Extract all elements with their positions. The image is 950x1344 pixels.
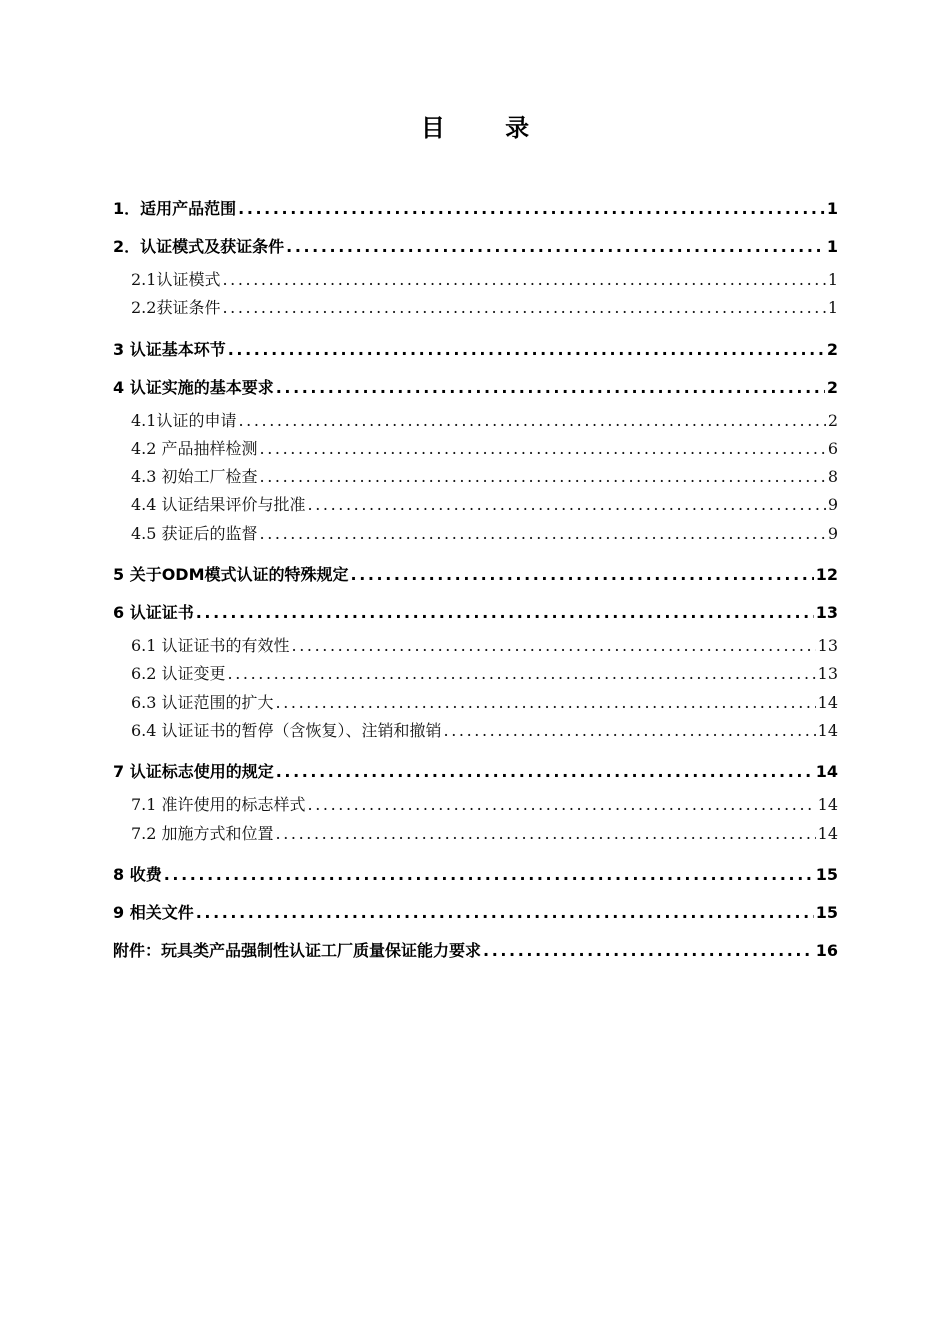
toc-entry-label: 6 认证证书	[113, 603, 194, 623]
toc-entry-page: 9	[827, 523, 838, 543]
toc-entry-page: 6	[827, 438, 838, 458]
toc-entry-label: 6.3 认证范围的扩大	[131, 692, 274, 712]
toc-leader-dots	[238, 407, 825, 435]
toc-subentry[interactable]	[113, 266, 838, 294]
toc-leader-dots	[196, 894, 814, 932]
toc-entry-label: 7.1 准许使用的标志样式	[131, 795, 306, 815]
toc-leader-dots	[260, 520, 826, 548]
toc-leader-dots	[276, 369, 825, 407]
toc-subentry[interactable]	[113, 407, 838, 435]
toc-leader-dots	[308, 491, 826, 519]
toc-entry-page: 1	[826, 199, 838, 218]
toc-entry-label: 4.2 产品抽样检测	[131, 438, 258, 458]
toc-entry[interactable]	[113, 331, 838, 369]
toc-subentry[interactable]	[113, 660, 838, 688]
toc-entry[interactable]	[113, 369, 838, 407]
toc-entry-label: 4.5 获证后的监督	[131, 523, 258, 543]
toc-entry[interactable]	[113, 753, 838, 791]
toc-entry-label: 6.2 认证变更	[131, 664, 226, 684]
toc-entry-page: 14	[815, 762, 838, 782]
toc-entry-page: 13	[817, 636, 838, 656]
toc-subentry[interactable]	[113, 689, 838, 717]
toc-leader-dots	[292, 632, 816, 660]
toc-entry-page: 14	[817, 795, 838, 815]
toc-entry-page: 1	[827, 298, 838, 318]
toc-entry-label: 4.3 初始工厂检查	[131, 467, 258, 487]
toc-entry-label: 1．适用产品范围	[113, 199, 237, 218]
toc-entry-label: 7.2 加施方式和位置	[131, 823, 274, 843]
toc-subentry[interactable]	[113, 294, 838, 322]
toc-leader-dots	[276, 753, 814, 791]
toc-entry-label: 9 相关文件	[113, 902, 194, 922]
toc-entry[interactable]	[113, 594, 838, 632]
toc-subentry[interactable]	[113, 520, 838, 548]
toc-subentry[interactable]	[113, 491, 838, 519]
toc-entry-label: 8 收费	[113, 864, 162, 884]
toc-leader-dots	[164, 856, 814, 894]
toc-entry[interactable]	[113, 856, 838, 894]
toc-entry-page: 14	[817, 720, 838, 740]
toc-leader-dots	[196, 594, 814, 632]
toc-leader-dots	[351, 556, 814, 594]
toc-entry-label: 7 认证标志使用的规定	[113, 762, 274, 782]
toc-leader-dots	[483, 932, 814, 970]
toc-entry-label: 3 认证基本环节	[113, 339, 226, 359]
toc-entry-label: 5 关于ODM模式认证的特殊规定	[113, 565, 349, 585]
toc-entry-page: 14	[817, 692, 838, 712]
toc-entry-page: 12	[815, 565, 838, 585]
toc-entry-page: 2	[826, 377, 838, 397]
toc-entry-page: 1	[827, 270, 838, 289]
toc-leader-dots	[276, 820, 816, 848]
toc-entry[interactable]	[113, 894, 838, 932]
toc-entry-page: 15	[815, 902, 838, 922]
toc-subentry[interactable]	[113, 632, 838, 660]
toc-entry-label: 2．认证模式及获证条件	[113, 237, 285, 256]
toc-entry-label: 2.2获证条件	[131, 298, 221, 318]
toc-leader-dots	[228, 331, 825, 369]
toc-subentry[interactable]	[113, 717, 838, 745]
toc-entry[interactable]	[113, 932, 838, 970]
table-of-contents	[113, 190, 838, 970]
toc-entry-page: 8	[827, 467, 838, 487]
toc-subentry[interactable]	[113, 435, 838, 463]
toc-leader-dots	[228, 660, 816, 688]
page-title: 目 录	[420, 114, 556, 142]
toc-leader-dots	[444, 717, 816, 745]
toc-entry-label: 附件：玩具类产品强制性认证工厂质量保证能力要求	[113, 940, 482, 960]
toc-subentry[interactable]	[113, 791, 838, 819]
toc-entry[interactable]	[113, 228, 838, 266]
toc-entry-page: 2	[826, 339, 838, 359]
toc-leader-dots	[286, 228, 825, 266]
toc-entry[interactable]	[113, 190, 838, 228]
toc-entry[interactable]	[113, 556, 838, 594]
toc-entry-page: 13	[817, 664, 838, 684]
toc-subentry[interactable]	[113, 463, 838, 491]
toc-entry-label: 2.1认证模式	[131, 270, 221, 289]
toc-leader-dots	[238, 190, 825, 228]
toc-entry-page: 1	[826, 237, 838, 256]
toc-leader-dots	[260, 435, 826, 463]
toc-entry-page: 16	[815, 940, 838, 960]
toc-entry-page: 14	[817, 823, 838, 843]
toc-entry-page: 9	[827, 495, 838, 515]
toc-entry-page: 2	[827, 410, 838, 430]
toc-subentry[interactable]	[113, 820, 838, 848]
toc-entry-label: 4.1认证的申请	[131, 410, 237, 430]
toc-leader-dots	[222, 266, 825, 294]
toc-leader-dots	[260, 463, 826, 491]
toc-leader-dots	[308, 791, 816, 819]
toc-entry-label: 6.4 认证证书的暂停（含恢复）、注销和撤销	[131, 720, 442, 740]
toc-entry-label: 4 认证实施的基本要求	[113, 377, 274, 397]
toc-entry-label: 4.4 认证结果评价与批准	[131, 495, 306, 515]
toc-entry-label: 6.1 认证证书的有效性	[131, 636, 290, 656]
toc-leader-dots	[222, 294, 825, 322]
toc-entry-page: 13	[815, 603, 838, 623]
toc-leader-dots	[276, 689, 816, 717]
toc-entry-page: 15	[815, 864, 838, 884]
